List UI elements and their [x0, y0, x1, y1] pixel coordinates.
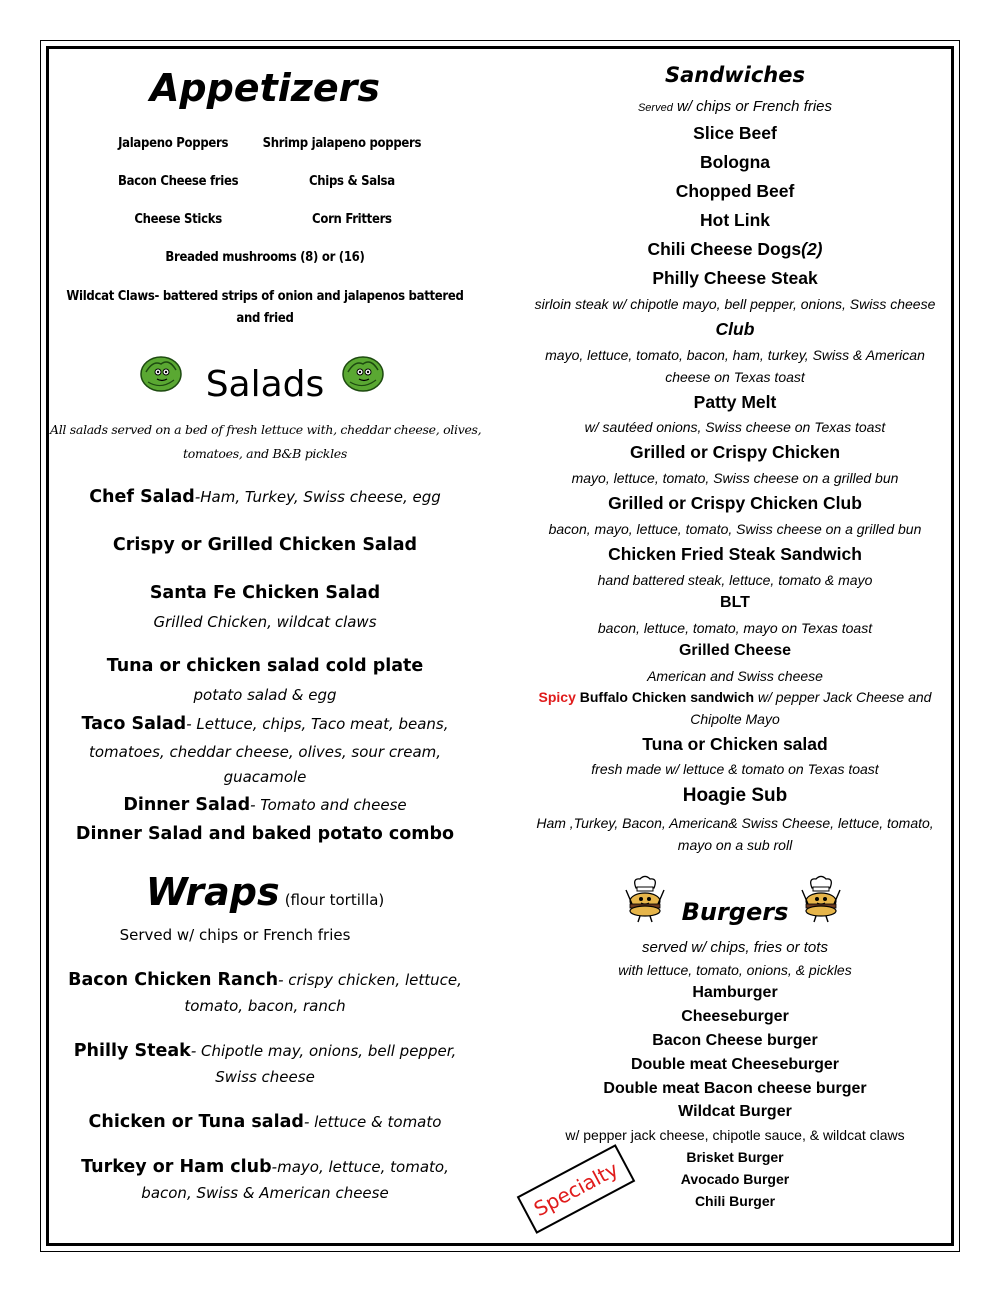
sandwiches-served: [500, 98, 970, 115]
sandwich-chili-dogs-count: (2): [801, 239, 823, 259]
burger-wildcat-desc: w/ pepper jack cheese, chipotle sauce, & wildcat claws: [565, 1127, 905, 1143]
salad-taco: [50, 714, 480, 734]
salad-tuna-desc: potato salad & egg: [193, 686, 337, 704]
chef-burger-icon: [798, 874, 844, 924]
wrap-bacon-desc-2: tomato, bacon, ranch: [184, 997, 346, 1015]
sandwich-club: Club: [715, 319, 755, 339]
appetizer-wildcat-line2: and fried: [236, 311, 294, 326]
sandwich-club-desc-2: cheese on Texas toast: [665, 369, 805, 385]
sandwich-slice-beef: Slice Beef: [693, 123, 777, 143]
salad-dinner-combo: Dinner Salad and baked potato combo: [75, 824, 455, 844]
salad-dinner-desc: - Tomato and cheese: [250, 796, 407, 814]
wraps-served: Served w/ chips or French fries: [119, 926, 351, 944]
lettuce-icon: [340, 350, 386, 394]
salad-crispy-chicken: Crispy or Grilled Chicken Salad: [112, 535, 418, 555]
burgers-served: served w/ chips, fries or tots: [642, 939, 828, 956]
burger-chili: Chili Burger: [694, 1193, 776, 1209]
sandwiches-title: Sandwiches: [664, 63, 806, 87]
sandwich-chili-dogs-name: Chili Cheese Dogs: [647, 239, 802, 259]
burger-avocado: Avocado Burger: [680, 1171, 790, 1187]
sandwich-patty-melt: Patty Melt: [693, 392, 777, 412]
salads-note-line1: All salads served on a bed of fresh lettuce with, cheddar cheese, olives,: [50, 422, 482, 437]
burger-brisket: Brisket Burger: [686, 1149, 784, 1165]
burger-bacon-cheese: Bacon Cheese burger: [652, 1032, 818, 1049]
salad-dinner: [50, 795, 480, 815]
wraps-title-note: (flour tortilla): [284, 891, 385, 909]
sandwich-tuna-chicken: Tuna or Chicken salad: [642, 734, 828, 754]
salad-taco-desc-3: guacamole: [223, 768, 307, 786]
wrap-philly-name: Philly Steak: [73, 1041, 191, 1061]
salad-dinner-name: Dinner Salad: [123, 795, 251, 815]
salad-chef-name: Chef Salad: [89, 487, 195, 507]
appetizers-title: Appetizers: [149, 66, 381, 110]
burger-cheeseburger: Cheeseburger: [681, 1008, 789, 1025]
sandwich-cfs-desc: hand battered steak, lettuce, tomato & mayo: [597, 572, 873, 588]
burger-hamburger: Hamburger: [692, 984, 778, 1001]
wraps-heading: [50, 870, 480, 914]
wrap-philly-desc-1: - Chipotle may, onions, bell pepper,: [190, 1042, 457, 1060]
appetizer-item: Corn Fritters: [312, 212, 392, 227]
salads-heading: [50, 364, 480, 405]
sandwich-grilled-cheese-desc: American and Swiss cheese: [647, 668, 823, 684]
wrap-turkey-ham: [50, 1157, 480, 1177]
burger-wildcat: Wildcat Burger: [678, 1103, 792, 1120]
wrap-chicken-tuna: [50, 1112, 480, 1132]
appetizers-row-2: [50, 174, 480, 189]
specialty-label: Specialty: [529, 1156, 623, 1222]
wrap-philly: [50, 1041, 480, 1061]
salad-taco-desc-1: - Lettuce, chips, Taco meat, beans,: [186, 715, 449, 733]
salad-tuna-plate: Tuna or chicken salad cold plate: [106, 656, 424, 676]
sandwich-chili-dogs: [500, 239, 970, 260]
sandwich-chicken-club-desc: bacon, mayo, lettuce, tomato, Swiss cheese on a grilled bun: [548, 521, 922, 537]
sandwich-hot-link: Hot Link: [700, 210, 770, 230]
sandwich-buffalo-name: Buffalo Chicken sandwich: [575, 689, 755, 705]
sandwich-philly: Philly Cheese Steak: [652, 268, 818, 288]
appetizer-item: Cheese Sticks: [134, 212, 222, 227]
wrap-bacon-desc-1: - crispy chicken, lettuce,: [278, 971, 462, 989]
sandwich-grilled-chicken: Grilled or Crispy Chicken: [629, 442, 841, 462]
sandwich-grilled-chicken-desc: mayo, lettuce, tomato, Swiss cheese on a grilled bun: [571, 470, 899, 486]
sandwich-philly-desc: sirloin steak w/ chipotle mayo, bell pepper, onions, Swiss cheese: [534, 296, 936, 312]
wrap-th-name: Turkey or Ham club: [81, 1157, 272, 1177]
appetizer-item: Shrimp jalapeno poppers: [262, 136, 422, 151]
salads-title: Salads: [205, 364, 325, 405]
sandwich-hoagie-desc-2: mayo on a sub roll: [677, 837, 793, 853]
appetizer-item: Chips & Salsa: [308, 174, 395, 189]
sandwich-blt-desc: bacon, lettuce, tomato, mayo on Texas toast: [597, 620, 873, 636]
appetizer-item: Jalapeno Poppers: [118, 136, 229, 151]
sandwiches-served-rest: w/ chips or French fries: [672, 98, 833, 115]
sandwich-chicken-club: Grilled or Crispy Chicken Club: [608, 493, 862, 513]
wrap-th-desc-1: -mayo, lettuce, tomato,: [271, 1158, 449, 1176]
appetizers-row-1: [50, 136, 480, 151]
salad-taco-desc-2: tomatoes, cheddar cheese, olives, sour cream,: [88, 743, 442, 761]
sandwich-cfs: Chicken Fried Steak Sandwich: [608, 544, 862, 564]
wraps-title: Wraps: [145, 870, 280, 914]
sandwich-buffalo-desc-1: w/ pepper Jack Cheese and: [754, 689, 932, 705]
sandwich-blt: BLT: [720, 594, 750, 611]
wrap-bacon-chicken: [50, 970, 480, 990]
appetizers-row-3: [50, 212, 480, 227]
sandwich-patty-desc: w/ sautéed onions, Swiss cheese on Texas toast: [584, 419, 886, 435]
salad-santa-fe-desc: Grilled Chicken, wildcat claws: [153, 613, 377, 631]
sandwich-hoagie: Hoagie Sub: [682, 785, 788, 806]
sandwich-buffalo: [500, 689, 970, 705]
burgers-title: Burgers: [681, 898, 789, 926]
wrap-ct-desc: - lettuce & tomato: [303, 1113, 442, 1131]
sandwich-grilled-cheese: Grilled Cheese: [678, 642, 792, 659]
burger-double-bacon: Double meat Bacon cheese burger: [603, 1080, 867, 1097]
sandwiches-served-small: Served: [637, 102, 673, 114]
salad-chef-desc: -Ham, Turkey, Swiss cheese, egg: [194, 488, 441, 506]
sandwich-hoagie-desc-1: Ham ,Turkey, Bacon, American& Swiss Cheese, lettuce, tomato,: [536, 815, 934, 831]
sandwich-bologna: Bologna: [700, 152, 770, 172]
wrap-philly-desc-2: Swiss cheese: [215, 1068, 315, 1086]
wrap-th-desc-2: bacon, Swiss & American cheese: [141, 1184, 389, 1202]
sandwich-tuna-chicken-desc: fresh made w/ lettuce & tomato on Texas toast: [591, 761, 879, 777]
sandwich-spicy-label: Spicy: [538, 689, 576, 705]
salads-note-line2: tomatoes, and B&B pickles: [183, 446, 347, 461]
sandwich-club-desc-1: mayo, lettuce, tomato, bacon, ham, turkey, Swiss & American: [545, 347, 925, 363]
burger-double-cheese: Double meat Cheeseburger: [630, 1056, 840, 1073]
salad-taco-name: Taco Salad: [81, 714, 187, 734]
salad-santa-fe: Santa Fe Chicken Salad: [149, 583, 381, 603]
burgers-with: with lettuce, tomato, onions, & pickles: [618, 962, 852, 978]
sandwich-buffalo-desc-2: Chipolte Mayo: [690, 711, 780, 727]
wrap-bacon-name: Bacon Chicken Ranch: [68, 970, 279, 990]
appetizer-wildcat-line1: Wildcat Claws- battered strips of onion and jalapenos battered: [66, 289, 464, 304]
salad-chef: [50, 487, 480, 507]
appetizer-item: Bacon Cheese fries: [117, 174, 239, 189]
wrap-ct-name: Chicken or Tuna salad: [88, 1112, 304, 1132]
appetizer-mushrooms: Breaded mushrooms (8) or (16): [165, 250, 365, 265]
sandwich-chopped-beef: Chopped Beef: [675, 181, 795, 201]
